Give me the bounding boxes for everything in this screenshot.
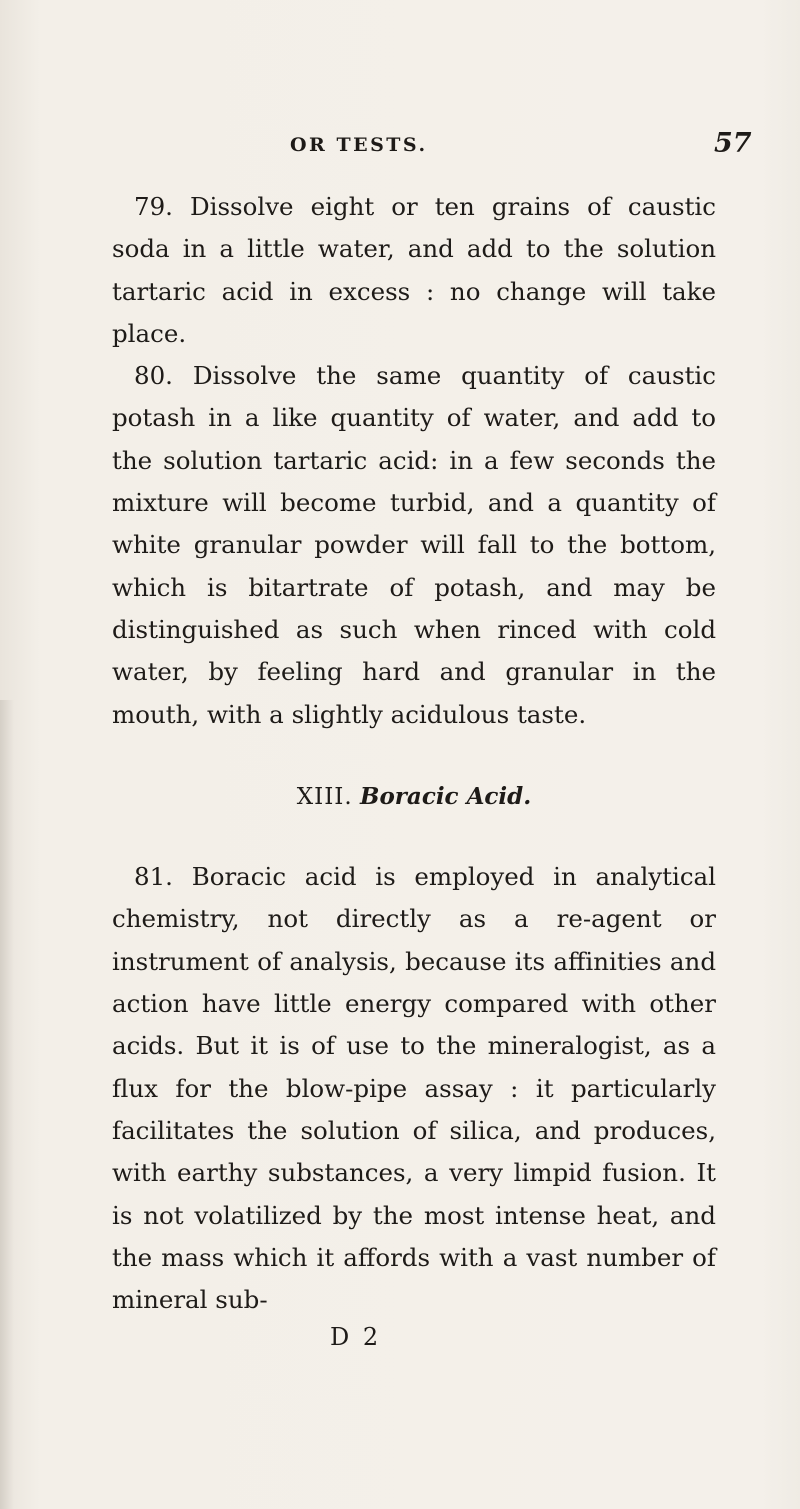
paragraph-80	[112, 355, 716, 736]
paragraph-number: 81.	[134, 862, 173, 892]
section-title: Boracic Acid.	[360, 782, 532, 810]
section-heading	[112, 776, 716, 818]
running-head	[0, 128, 800, 168]
paragraph-text: Dissolve eight or ten grains of caustic soda in a little water, and add to the solution tartaric acid in excess : no change will take place.	[112, 192, 716, 348]
paragraph-number: 80.	[134, 361, 173, 391]
signature-mark: D 2	[330, 1323, 382, 1351]
running-title: OR TESTS.	[290, 134, 428, 156]
section-number: XIII.	[296, 783, 353, 810]
body-text	[112, 186, 716, 1321]
paragraph-number: 79.	[134, 192, 173, 221]
paragraph-text: Dissolve the same quantity of caustic potash in a like quantity of water, and add to the solution tartaric acid: in a few seconds the mixture will become turbid, and a quantity of white granular powder will fall to the bottom, which is bitartrate of potash, and may be distinguished as such when rinced with cold water, by feeling hard and granular in the mouth, with a slightly acidulous taste.	[112, 361, 716, 729]
page-number: 57	[714, 128, 752, 159]
paragraph-79	[112, 186, 716, 355]
gutter-shadow	[0, 700, 14, 1509]
paragraph-text: Boracic acid is employed in analytical chemistry, not directly as a re-agent or instrument of analysis, because its affinities and action have little energy compared with other acids. But it is of use to the mineralogist, as a flux for the blow-pipe assay : it particularly facilitates the solution of silica, and produces, with earthy substances, a very limpid fusion. It is not volatilized by the most intense heat, and the mass which it affords with a vast number of mineral sub-	[112, 862, 716, 1315]
paragraph-81	[112, 856, 716, 1321]
